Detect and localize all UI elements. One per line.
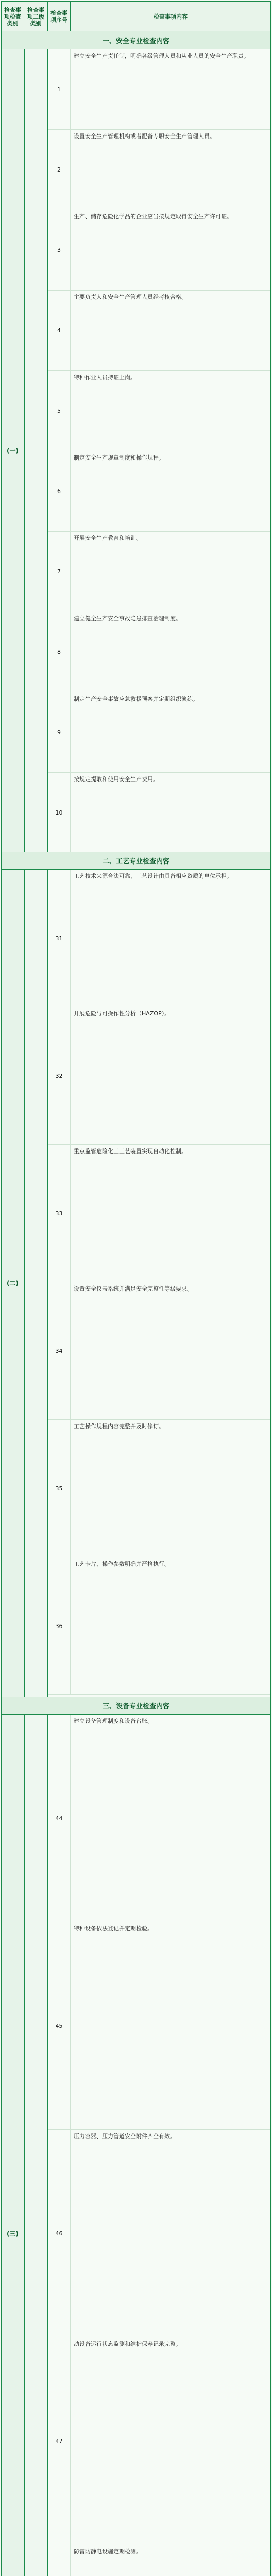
row-content: 重点监管危险化工工艺装置实现自动化控制。 — [74, 1148, 187, 1155]
table-row — [48, 1145, 270, 1282]
group-label: (三) — [2, 1715, 24, 2576]
header-subcategory: 检查事项二级类别 — [24, 2, 48, 31]
section-title: 二、工艺专业检查内容 — [2, 852, 270, 870]
row-number: 47 — [48, 2337, 71, 2545]
table-row — [48, 451, 270, 532]
row-number: 8 — [48, 612, 71, 692]
table-row — [48, 2545, 270, 2576]
row-number: 5 — [48, 371, 71, 451]
section — [2, 31, 270, 852]
row-content: 工艺操作规程内容完整并及时修订。 — [74, 1423, 164, 1430]
table-row — [48, 532, 270, 612]
table-row — [48, 1557, 270, 1695]
subcategory-label — [24, 49, 48, 852]
header-content: 检查事项内容 — [154, 13, 188, 20]
table-row — [48, 210, 270, 291]
table-row — [48, 612, 270, 692]
row-number: 34 — [48, 1282, 71, 1419]
row-number: 44 — [48, 1715, 71, 1922]
table-row — [48, 1282, 270, 1420]
row-number: 10 — [48, 773, 71, 853]
row-number: 36 — [48, 1557, 71, 1694]
row-content: 生产、储存危险化学品的企业应当按规定取得安全生产许可证。 — [74, 213, 232, 220]
row-content: 特种设备依法登记并定期检验。 — [74, 1925, 153, 1932]
row-number: 31 — [48, 870, 71, 1007]
row-number: 1 — [48, 49, 71, 129]
section-title: 一、安全专业检查内容 — [2, 31, 270, 49]
row-number: 2 — [48, 130, 71, 210]
row-number: 46 — [48, 2130, 71, 2337]
row-content: 开展危险与可操作性分析（HAZOP）。 — [74, 1010, 171, 1017]
row-content: 按规定提取和使用安全生产费用。 — [74, 776, 159, 783]
row-content: 动设备运行状态监测和维护保养记录完整。 — [74, 2341, 181, 2347]
table-row — [48, 2337, 270, 2545]
row-number: 33 — [48, 1145, 71, 1282]
row-content: 建立健全生产安全事故隐患排查治理制度。 — [74, 615, 181, 622]
row-number — [48, 2545, 71, 2576]
table-row — [48, 291, 270, 371]
group-label: (一) — [2, 49, 24, 852]
subcategory-label — [24, 870, 48, 1697]
row-content: 建立设备管理制度和设备台账。 — [74, 1718, 153, 1724]
row-number: 3 — [48, 210, 71, 290]
row-content: 设置安全生产管理机构或者配备专职安全生产管理人员。 — [74, 133, 215, 140]
table-row — [48, 1007, 270, 1145]
row-content: 建立安全生产责任制，明确各级管理人员和从业人员的安全生产职责。 — [74, 53, 249, 59]
table-row — [48, 692, 270, 773]
row-content: 工艺卡片、操作参数明确并严格执行。 — [74, 1561, 170, 1567]
table-row — [48, 1715, 270, 1922]
row-content: 压力容器、压力管道安全附件齐全有效。 — [74, 2133, 176, 2140]
rows — [48, 870, 270, 1695]
table-header — [2, 2, 270, 32]
table-row — [48, 1420, 270, 1557]
table-row — [48, 870, 270, 1007]
row-number: 9 — [48, 692, 71, 772]
table-row — [48, 2130, 270, 2337]
row-content: 制定生产安全事故应急救援预案并定期组织演练。 — [74, 696, 198, 702]
row-number: 6 — [48, 451, 71, 531]
header-number: 检查事项序号 — [48, 2, 71, 31]
section-title: 三、设备专业检查内容 — [2, 1697, 270, 1715]
row-number: 45 — [48, 1922, 71, 2129]
table-row — [48, 773, 270, 853]
section — [2, 1697, 270, 2576]
subcategory-label — [24, 1715, 48, 2576]
table-row — [48, 1922, 270, 2130]
row-content: 工艺技术来源合法可靠，工艺设计由具备相应资质的单位承担。 — [74, 873, 232, 879]
table-row — [48, 371, 270, 451]
group-label: (二) — [2, 870, 24, 1697]
table-row — [48, 130, 270, 210]
table-row — [48, 49, 270, 130]
rows — [48, 49, 270, 853]
row-content: 主要负责人和安全生产管理人员经考核合格。 — [74, 294, 187, 300]
row-number: 4 — [48, 291, 71, 370]
row-content: 特种作业人员持证上岗。 — [74, 374, 136, 381]
inspection-table — [1, 1, 271, 2576]
row-content: 设置安全仪表系统并满足安全完整性等级要求。 — [74, 1285, 193, 1292]
row-content: 开展安全生产教育和培训。 — [74, 535, 142, 541]
header-category: 检查事项检查类别 — [2, 2, 24, 31]
row-number: 7 — [48, 532, 71, 612]
rows — [48, 1715, 270, 2576]
row-content: 防雷防静电设施定期检测。 — [74, 2548, 142, 2555]
row-number: 35 — [48, 1420, 71, 1557]
section — [2, 852, 270, 1697]
row-content: 制定安全生产规章制度和操作规程。 — [74, 454, 164, 461]
row-number: 32 — [48, 1007, 71, 1144]
